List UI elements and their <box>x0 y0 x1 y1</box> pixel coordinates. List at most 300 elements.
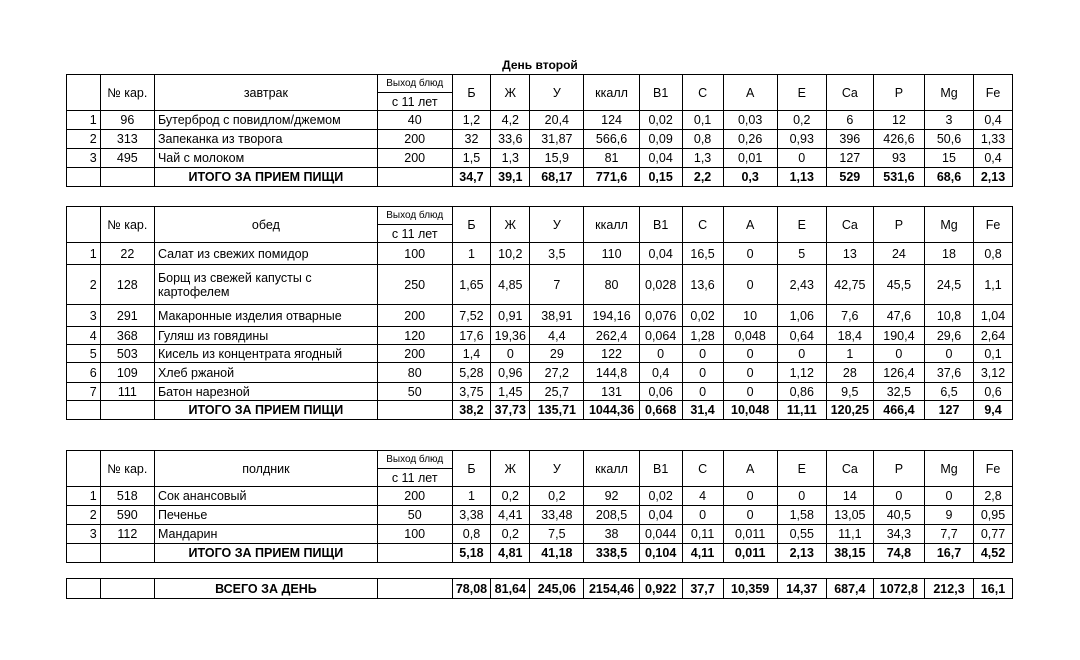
table-cell: 3,75 <box>452 383 491 401</box>
table-row <box>67 506 1013 525</box>
header-age: с 11 лет <box>377 93 452 111</box>
table-cell: 144,8 <box>584 363 639 383</box>
card-number: 291 <box>100 305 154 327</box>
card-number: 111 <box>100 383 154 401</box>
header-portion: Выход блюд <box>377 207 452 225</box>
table-cell: 29,6 <box>924 327 973 345</box>
table-cell: 25,7 <box>530 383 584 401</box>
table-cell: 16,5 <box>682 243 723 265</box>
table-cell: 0,93 <box>777 130 826 149</box>
empty-cell <box>67 401 101 420</box>
header-index <box>67 75 101 111</box>
table-cell: 122 <box>584 345 639 363</box>
table-cell: 31,87 <box>530 130 584 149</box>
total-value: 4,81 <box>491 544 530 563</box>
table-cell: 0 <box>777 345 826 363</box>
header-nutrient: Ж <box>491 207 530 243</box>
table-cell: 28 <box>826 363 873 383</box>
table-cell: 0,8 <box>974 243 1013 265</box>
table-cell: 0 <box>723 265 777 305</box>
header-nutrient: Ca <box>826 75 873 111</box>
total-value: 531,6 <box>873 168 924 187</box>
table-cell: 0,64 <box>777 327 826 345</box>
table-row <box>67 111 1013 130</box>
table-row <box>67 265 1013 305</box>
table-cell: 0,048 <box>723 327 777 345</box>
row-index: 2 <box>67 506 101 525</box>
header-nutrient: B1 <box>639 75 682 111</box>
table-cell: 32 <box>452 130 491 149</box>
header-nutrient: B1 <box>639 207 682 243</box>
page-title: День второй <box>502 58 578 72</box>
table-cell: 81 <box>584 149 639 168</box>
table-cell: 5,28 <box>452 363 491 383</box>
table-cell: 0,064 <box>639 327 682 345</box>
header-nutrient: Б <box>452 451 491 487</box>
table-cell: 0,4 <box>974 149 1013 168</box>
header-card-number: № кар. <box>100 207 154 243</box>
card-number: 112 <box>100 525 154 544</box>
card-number: 22 <box>100 243 154 265</box>
table-cell: 124 <box>584 111 639 130</box>
row-index: 1 <box>67 243 101 265</box>
table-cell: 38 <box>584 525 639 544</box>
table-cell: 5 <box>777 243 826 265</box>
header-row <box>67 451 1013 469</box>
total-value: 771,6 <box>584 168 639 187</box>
header-nutrient: C <box>682 207 723 243</box>
table-cell: 12 <box>873 111 924 130</box>
total-value: 11,11 <box>777 401 826 420</box>
table-cell: 4,4 <box>530 327 584 345</box>
table-cell: 0,04 <box>639 243 682 265</box>
total-value: 41,18 <box>530 544 584 563</box>
day-total-value: 245,06 <box>530 579 584 599</box>
table-cell: 50,6 <box>924 130 973 149</box>
day-total-value: 78,08 <box>452 579 491 599</box>
total-value: 466,4 <box>873 401 924 420</box>
total-value: 127 <box>924 401 973 420</box>
total-value: 529 <box>826 168 873 187</box>
meal-table-3 <box>66 450 1013 563</box>
table-cell: 0 <box>639 345 682 363</box>
portion: 200 <box>377 345 452 363</box>
header-age: с 11 лет <box>377 225 452 243</box>
table-cell: 4,2 <box>491 111 530 130</box>
meal-total-row <box>67 401 1013 420</box>
empty-cell <box>377 168 452 187</box>
total-value: 1,13 <box>777 168 826 187</box>
table-cell: 6 <box>826 111 873 130</box>
total-value: 38,15 <box>826 544 873 563</box>
table-cell: 0 <box>682 506 723 525</box>
total-value: 0,011 <box>723 544 777 563</box>
header-nutrient: P <box>873 207 924 243</box>
table-cell: 13,6 <box>682 265 723 305</box>
table-cell: 24,5 <box>924 265 973 305</box>
table-row <box>67 130 1013 149</box>
card-number: 128 <box>100 265 154 305</box>
table-cell: 1,33 <box>974 130 1013 149</box>
table-cell: 0,4 <box>974 111 1013 130</box>
day-total-value: 0,922 <box>639 579 682 599</box>
table-cell: 7,7 <box>924 525 973 544</box>
table-cell: 4,41 <box>491 506 530 525</box>
header-card-number: № кар. <box>100 451 154 487</box>
total-label: ИТОГО ЗА ПРИЕМ ПИЩИ <box>154 168 377 187</box>
day-total-value: 10,359 <box>723 579 777 599</box>
table-cell: 0,01 <box>723 149 777 168</box>
portion: 200 <box>377 149 452 168</box>
table-cell: 40,5 <box>873 506 924 525</box>
day-total-value: 16,1 <box>974 579 1013 599</box>
table-cell: 426,6 <box>873 130 924 149</box>
table-cell: 1,3 <box>491 149 530 168</box>
table-cell: 0,6 <box>974 383 1013 401</box>
header-nutrient: A <box>723 207 777 243</box>
table-cell: 37,6 <box>924 363 973 383</box>
portion: 50 <box>377 506 452 525</box>
total-value: 2,13 <box>974 168 1013 187</box>
table-cell: 1,12 <box>777 363 826 383</box>
dish-name: Хлеб ржаной <box>154 363 377 383</box>
table-cell: 80 <box>584 265 639 305</box>
table-cell: 17,6 <box>452 327 491 345</box>
table-cell: 47,6 <box>873 305 924 327</box>
table-cell: 0 <box>723 345 777 363</box>
table-cell: 0 <box>682 345 723 363</box>
row-index: 1 <box>67 487 101 506</box>
total-value: 16,7 <box>924 544 973 563</box>
table-cell: 18,4 <box>826 327 873 345</box>
table-cell: 0,044 <box>639 525 682 544</box>
table-cell: 194,16 <box>584 305 639 327</box>
table-cell: 20,4 <box>530 111 584 130</box>
empty-cell <box>67 544 101 563</box>
table-cell: 7,6 <box>826 305 873 327</box>
table-cell: 2,8 <box>974 487 1013 506</box>
table-row <box>67 305 1013 327</box>
table-cell: 0 <box>491 345 530 363</box>
empty-cell <box>100 401 154 420</box>
dish-name: Гуляш из говядины <box>154 327 377 345</box>
table-cell: 1 <box>826 345 873 363</box>
total-label: ИТОГО ЗА ПРИЕМ ПИЩИ <box>154 401 377 420</box>
total-value: 0,104 <box>639 544 682 563</box>
table-cell: 3 <box>924 111 973 130</box>
table-cell: 93 <box>873 149 924 168</box>
portion: 100 <box>377 525 452 544</box>
total-value: 5,18 <box>452 544 491 563</box>
row-index: 3 <box>67 305 101 327</box>
table-cell: 0,2 <box>491 525 530 544</box>
dish-name: Запеканка из творога <box>154 130 377 149</box>
table-cell: 1,65 <box>452 265 491 305</box>
table-cell: 7 <box>530 265 584 305</box>
total-value: 1044,36 <box>584 401 639 420</box>
total-value: 37,73 <box>491 401 530 420</box>
table-cell: 38,91 <box>530 305 584 327</box>
portion: 100 <box>377 243 452 265</box>
header-nutrient: Mg <box>924 451 973 487</box>
dish-name: Бутерброд с повидлом/джемом <box>154 111 377 130</box>
table-cell: 0 <box>723 243 777 265</box>
table-cell: 92 <box>584 487 639 506</box>
header-nutrient: Ж <box>491 75 530 111</box>
table-row <box>67 345 1013 363</box>
header-nutrient: A <box>723 75 777 111</box>
table-cell: 2,43 <box>777 265 826 305</box>
table-cell: 0 <box>723 363 777 383</box>
table-cell: 1,1 <box>974 265 1013 305</box>
header-nutrient: Ж <box>491 451 530 487</box>
day-total-value: 1072,8 <box>873 579 924 599</box>
table-cell: 208,5 <box>584 506 639 525</box>
table-cell: 7,52 <box>452 305 491 327</box>
table-cell: 396 <box>826 130 873 149</box>
total-value: 10,048 <box>723 401 777 420</box>
row-index: 6 <box>67 363 101 383</box>
row-index: 5 <box>67 345 101 363</box>
table-row <box>67 149 1013 168</box>
header-nutrient: P <box>873 451 924 487</box>
day-total-value: 81,64 <box>491 579 530 599</box>
header-nutrient: Б <box>452 207 491 243</box>
table-cell: 0,11 <box>682 525 723 544</box>
table-cell: 127 <box>826 149 873 168</box>
table-cell: 0,4 <box>639 363 682 383</box>
table-cell: 0,77 <box>974 525 1013 544</box>
empty-cell <box>377 544 452 563</box>
table-cell: 34,3 <box>873 525 924 544</box>
header-nutrient: У <box>530 451 584 487</box>
table-cell: 11,1 <box>826 525 873 544</box>
table-cell: 3,38 <box>452 506 491 525</box>
table-cell: 0,2 <box>777 111 826 130</box>
header-meal-name: полдник <box>154 451 377 487</box>
table-cell: 0 <box>873 487 924 506</box>
header-nutrient: Fe <box>974 207 1013 243</box>
table-cell: 1,06 <box>777 305 826 327</box>
table-cell: 10,8 <box>924 305 973 327</box>
table-cell: 2,64 <box>974 327 1013 345</box>
header-nutrient: У <box>530 207 584 243</box>
row-index: 4 <box>67 327 101 345</box>
header-nutrient: Ca <box>826 451 873 487</box>
header-nutrient: ккалл <box>584 207 639 243</box>
table-cell: 0 <box>723 383 777 401</box>
table-cell: 1,45 <box>491 383 530 401</box>
table-cell: 45,5 <box>873 265 924 305</box>
day-total-value: 37,7 <box>682 579 723 599</box>
portion: 40 <box>377 111 452 130</box>
table-cell: 13,05 <box>826 506 873 525</box>
total-value: 135,71 <box>530 401 584 420</box>
header-nutrient: Fe <box>974 451 1013 487</box>
dish-name: Чай с молоком <box>154 149 377 168</box>
table-cell: 0,04 <box>639 149 682 168</box>
table-cell: 0 <box>873 345 924 363</box>
table-row <box>67 363 1013 383</box>
header-nutrient: B1 <box>639 451 682 487</box>
day-total-value: 687,4 <box>826 579 873 599</box>
table-cell: 0,26 <box>723 130 777 149</box>
table-cell: 10 <box>723 305 777 327</box>
empty-cell <box>377 579 452 599</box>
table-cell: 0,8 <box>682 130 723 149</box>
table-cell: 0,09 <box>639 130 682 149</box>
meal-table-1 <box>66 74 1013 187</box>
table-cell: 1,3 <box>682 149 723 168</box>
empty-cell <box>67 579 101 599</box>
empty-cell <box>100 168 154 187</box>
table-cell: 1,4 <box>452 345 491 363</box>
table-cell: 24 <box>873 243 924 265</box>
header-nutrient: E <box>777 207 826 243</box>
table-cell: 0,028 <box>639 265 682 305</box>
header-nutrient: C <box>682 75 723 111</box>
table-cell: 6,5 <box>924 383 973 401</box>
table-cell: 1 <box>452 243 491 265</box>
dish-name: Макаронные изделия отварные <box>154 305 377 327</box>
day-total-value: 212,3 <box>924 579 973 599</box>
table-cell: 262,4 <box>584 327 639 345</box>
card-number: 495 <box>100 149 154 168</box>
total-label: ИТОГО ЗА ПРИЕМ ПИЩИ <box>154 544 377 563</box>
portion: 200 <box>377 305 452 327</box>
table-cell: 0 <box>682 363 723 383</box>
card-number: 503 <box>100 345 154 363</box>
total-value: 39,1 <box>491 168 530 187</box>
table-cell: 0,076 <box>639 305 682 327</box>
table-cell: 0,86 <box>777 383 826 401</box>
table-row <box>67 525 1013 544</box>
table-cell: 0 <box>682 383 723 401</box>
header-nutrient: ккалл <box>584 451 639 487</box>
header-nutrient: У <box>530 75 584 111</box>
table-cell: 42,75 <box>826 265 873 305</box>
table-cell: 0,1 <box>974 345 1013 363</box>
empty-cell <box>377 401 452 420</box>
header-nutrient: A <box>723 451 777 487</box>
table-cell: 3,5 <box>530 243 584 265</box>
portion: 250 <box>377 265 452 305</box>
card-number: 368 <box>100 327 154 345</box>
total-value: 34,7 <box>452 168 491 187</box>
table-cell: 190,4 <box>873 327 924 345</box>
total-value: 4,11 <box>682 544 723 563</box>
table-cell: 0,96 <box>491 363 530 383</box>
table-cell: 0 <box>723 487 777 506</box>
header-nutrient: Mg <box>924 75 973 111</box>
table-cell: 0 <box>777 149 826 168</box>
total-value: 4,52 <box>974 544 1013 563</box>
dish-name: Сок анансовый <box>154 487 377 506</box>
table-cell: 1 <box>452 487 491 506</box>
header-meal-name: обед <box>154 207 377 243</box>
header-age: с 11 лет <box>377 469 452 487</box>
card-number: 96 <box>100 111 154 130</box>
table-cell: 19,36 <box>491 327 530 345</box>
total-value: 0,3 <box>723 168 777 187</box>
table-cell: 1,5 <box>452 149 491 168</box>
total-value: 68,6 <box>924 168 973 187</box>
dish-name: Салат из свежих помидор <box>154 243 377 265</box>
portion: 200 <box>377 487 452 506</box>
table-cell: 0,02 <box>682 305 723 327</box>
day-total-value: 14,37 <box>777 579 826 599</box>
total-value: 2,2 <box>682 168 723 187</box>
dish-name: Печенье <box>154 506 377 525</box>
table-row <box>67 383 1013 401</box>
day-total-value: 2154,46 <box>584 579 639 599</box>
header-nutrient: C <box>682 451 723 487</box>
meal-total-row <box>67 544 1013 563</box>
table-cell: 566,6 <box>584 130 639 149</box>
total-value: 31,4 <box>682 401 723 420</box>
table-cell: 4 <box>682 487 723 506</box>
row-index: 3 <box>67 149 101 168</box>
header-nutrient: Ca <box>826 207 873 243</box>
meal-total-row <box>67 168 1013 187</box>
table-cell: 0,04 <box>639 506 682 525</box>
table-cell: 1,2 <box>452 111 491 130</box>
table-cell: 126,4 <box>873 363 924 383</box>
row-index: 3 <box>67 525 101 544</box>
dish-name: Кисель из концентрата ягодный <box>154 345 377 363</box>
total-value: 9,4 <box>974 401 1013 420</box>
table-row <box>67 243 1013 265</box>
header-nutrient: E <box>777 75 826 111</box>
header-portion: Выход блюд <box>377 75 452 93</box>
table-cell: 131 <box>584 383 639 401</box>
table-cell: 14 <box>826 487 873 506</box>
table-cell: 29 <box>530 345 584 363</box>
card-number: 109 <box>100 363 154 383</box>
row-index: 2 <box>67 265 101 305</box>
header-row <box>67 75 1013 93</box>
table-cell: 0,2 <box>491 487 530 506</box>
header-row <box>67 207 1013 225</box>
table-cell: 9 <box>924 506 973 525</box>
table-cell: 10,2 <box>491 243 530 265</box>
empty-cell <box>100 544 154 563</box>
header-card-number: № кар. <box>100 75 154 111</box>
card-number: 518 <box>100 487 154 506</box>
header-portion: Выход блюд <box>377 451 452 469</box>
table-cell: 32,5 <box>873 383 924 401</box>
table-cell: 27,2 <box>530 363 584 383</box>
table-cell: 1,04 <box>974 305 1013 327</box>
table-cell: 9,5 <box>826 383 873 401</box>
header-nutrient: P <box>873 75 924 111</box>
meal-table-2 <box>66 206 1013 420</box>
header-index <box>67 451 101 487</box>
total-value: 338,5 <box>584 544 639 563</box>
card-number: 313 <box>100 130 154 149</box>
table-cell: 0,55 <box>777 525 826 544</box>
dish-name: Батон нарезной <box>154 383 377 401</box>
table-cell: 18 <box>924 243 973 265</box>
table-cell: 4,85 <box>491 265 530 305</box>
table-cell: 0,02 <box>639 111 682 130</box>
day-total-row <box>67 579 1013 599</box>
header-nutrient: Fe <box>974 75 1013 111</box>
empty-cell <box>100 579 154 599</box>
table-cell: 0 <box>777 487 826 506</box>
total-value: 2,13 <box>777 544 826 563</box>
portion: 120 <box>377 327 452 345</box>
